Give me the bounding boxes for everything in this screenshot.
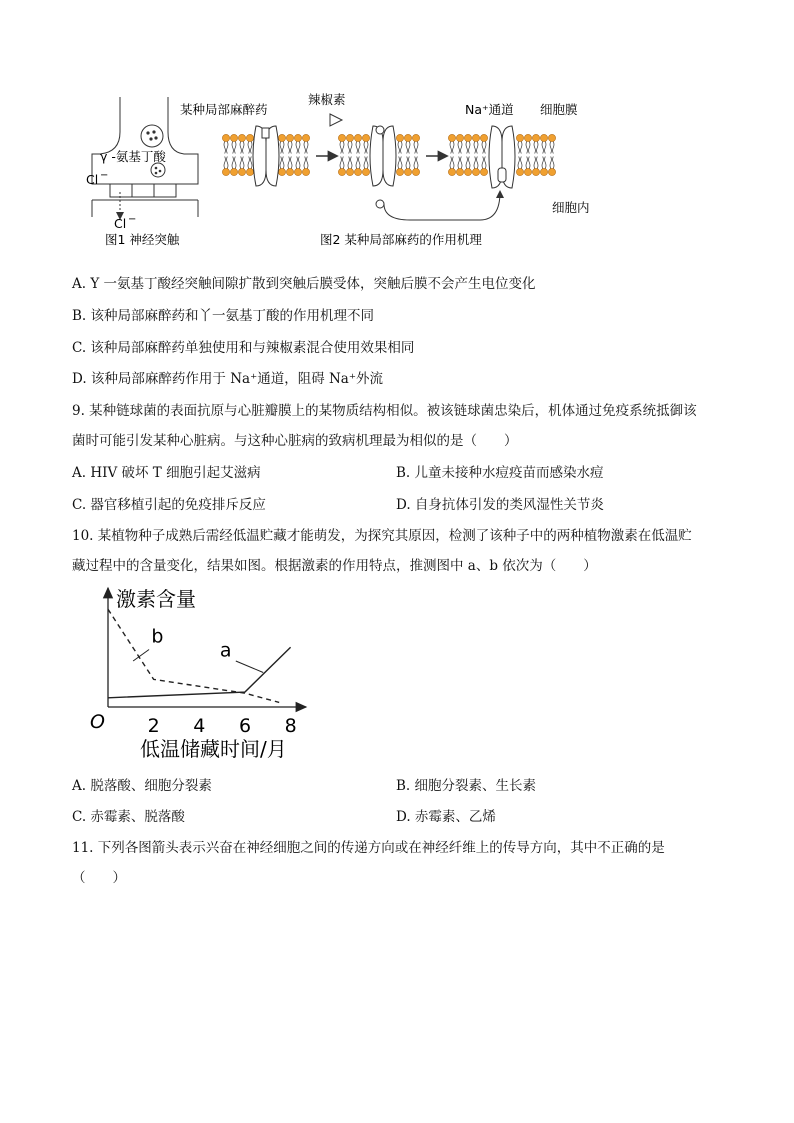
q9-option-b: B. 儿童未接种水痘疫苗而感染水痘 bbox=[396, 465, 604, 481]
series-b-label: b bbox=[151, 625, 164, 648]
q11-stem-line2: （ ） bbox=[72, 870, 126, 886]
figure-synapse-anesthetic bbox=[80, 92, 600, 252]
capsaicin-label: 辣椒素 bbox=[308, 92, 346, 107]
na-channel-label: Na⁺通道 bbox=[465, 102, 514, 117]
q9-option-d: D. 自身抗体引发的类风湿性关节炎 bbox=[396, 497, 604, 513]
x-tick-label-6: 6 bbox=[238, 715, 252, 737]
q9-option-a: A. HIV 破坏 T 细胞引起艾滋病 bbox=[72, 465, 261, 481]
figure1-synapse bbox=[86, 97, 198, 247]
figure1-caption: 图1 神经突触 bbox=[105, 232, 180, 247]
x-tick-label-2: 2 bbox=[147, 715, 160, 737]
q9-stem-line2: 菌时可能引发某种心脏病。与这种心脏病的致病机理最为相似的是（ ） bbox=[72, 433, 518, 449]
cell-inside-label: 细胞内 bbox=[552, 200, 590, 215]
x-tick-label-4: 4 bbox=[193, 715, 206, 737]
origin-label: O bbox=[90, 711, 105, 733]
q10-option-a: A. 脱落酸、细胞分裂素 bbox=[72, 778, 212, 794]
q9-option-c: C. 器官移植引起的免疫排斥反应 bbox=[72, 497, 266, 513]
membrane-label: 细胞膜 bbox=[540, 102, 578, 117]
series-b-line bbox=[108, 609, 279, 702]
figure2-anesthetic-mechanism bbox=[180, 92, 590, 247]
q9-stem-line1: 9. 某种链球菌的表面抗原与心脏瓣膜上的某物质结构相似。被该链球菌忠染后，机体通过免疫系统抵御该 bbox=[72, 403, 697, 419]
membrane-3 bbox=[448, 126, 555, 188]
q10-stem-line2: 藏过程中的含量变化，结果如图。根据激素的作用特点，推测图中 a、b 依次为（ ） bbox=[72, 558, 597, 574]
q10-option-c: C. 赤霉素、脱落酸 bbox=[72, 809, 185, 825]
figure1-cl-top-charge: − bbox=[100, 170, 109, 181]
x-tick-label-8: 8 bbox=[284, 715, 297, 737]
membrane-2 bbox=[330, 114, 420, 208]
q8-option-d: D. 该种局部麻醉药作用于 Na⁺通道，阻碍 Na⁺外流 bbox=[72, 371, 383, 387]
q8-option-b: B. 该种局部麻醉药和丫一氨基丁酸的作用机理不同 bbox=[72, 308, 375, 324]
series-a-line bbox=[108, 647, 291, 698]
anesthetic-label: 某种局部麻醉药 bbox=[180, 102, 268, 117]
q8-option-a: A. Y 一氨基丁酸经突触间隙扩散到突触后膜受体，突触后膜不会产生电位变化 bbox=[72, 276, 536, 292]
series-b-leader bbox=[133, 650, 149, 662]
hormone-chart bbox=[80, 582, 330, 767]
q11-stem-line1: 11. 下列各图箭头表示兴奋在神经细胞之间的传递方向或在神经纤维上的传导方向，其中不正确的是 bbox=[72, 840, 665, 856]
q10-option-d: D. 赤霉素、乙烯 bbox=[396, 809, 496, 825]
figure1-gaba-label: γ -氨基丁酸 bbox=[100, 149, 166, 164]
figure1-cl-bottom-label: Cl bbox=[114, 216, 127, 231]
q10-stem-line1: 10. 某植物种子成熟后需经低温贮藏才能萌发，为探究其原因，检测了该种子中的两种植物激素在低温贮 bbox=[72, 528, 692, 544]
series-a-label: a bbox=[219, 639, 232, 662]
q10-option-b: B. 细胞分裂素、生长素 bbox=[396, 778, 537, 794]
x-axis-label: 低温储藏时间/月 bbox=[140, 737, 287, 761]
membrane-1 bbox=[222, 126, 309, 186]
figure1-cl-top-label: Cl bbox=[86, 172, 99, 187]
q8-option-c: C. 该种局部麻醉药单独使用和与辣椒素混合使用效果相同 bbox=[72, 340, 415, 356]
series-a-leader bbox=[236, 661, 263, 673]
y-axis-label: 激素含量 bbox=[116, 587, 196, 611]
figure2-caption: 图2 某种局部麻药的作用机理 bbox=[320, 232, 482, 247]
figure1-cl-bottom-charge: − bbox=[128, 214, 137, 225]
